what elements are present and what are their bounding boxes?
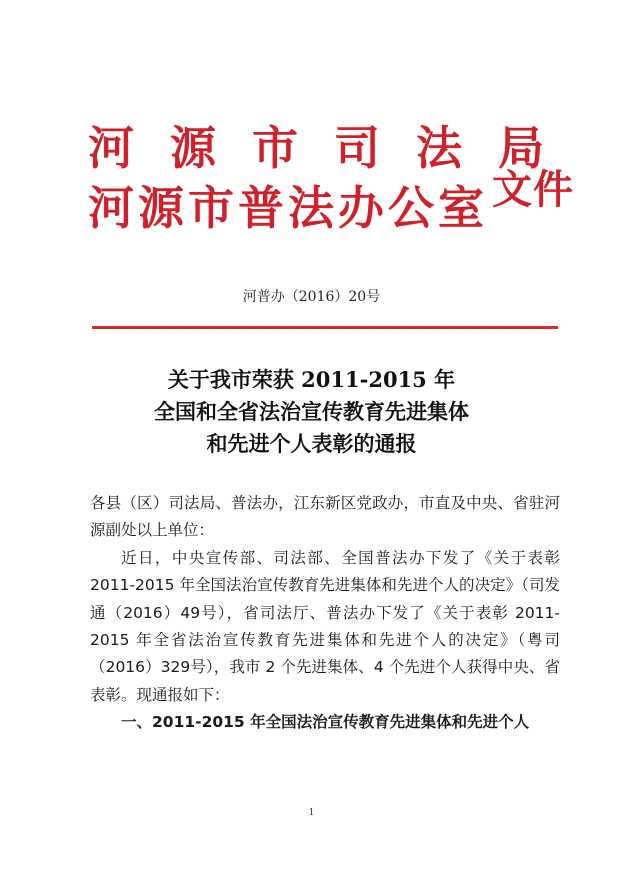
document-word: 文件 xyxy=(492,166,574,213)
addressee: 各县（区）司法局、普法办，江东新区党政办，市直及中央、省驻河源副处以上单位： xyxy=(90,494,560,540)
section-heading: 一、2011-2015 年全国法治宣传教育先进集体和先进个人 xyxy=(121,713,530,732)
document-body xyxy=(90,490,560,737)
red-divider-line xyxy=(92,326,558,329)
body-paragraph: 近日，中央宣传部、司法部、全国普法办下发了《关于表彰 2011-2015 年全国法治宣传教育先进集体和先进个人的决定》（司发通（2016）49号），省司法厅、普法办下发了《关于表彰 2011-2015 年全省法治宣传教育先进集体和先进个人的决定》（粤司（2016）329号），我市 2 个先进集体、4 个先进个人获得中央、省表彰。现通报如下： xyxy=(90,548,560,704)
document-title xyxy=(0,364,623,460)
org-line-legal-office: 河源市普法办公室 xyxy=(88,181,488,235)
org-line-justice-bureau: 河 源 市 司 法 局 xyxy=(88,121,555,175)
title-line-1: 关于我市荣获 2011-2015 年 xyxy=(167,367,456,392)
issuing-organizations xyxy=(88,118,554,238)
page-number: 1 xyxy=(308,808,315,818)
title-line-2: 全国和全省法治宣传教育先进集体 xyxy=(154,399,469,424)
document-number: 河普办（2016）20号 xyxy=(242,289,381,305)
title-line-3: 和先进个人表彰的通报 xyxy=(206,431,417,456)
